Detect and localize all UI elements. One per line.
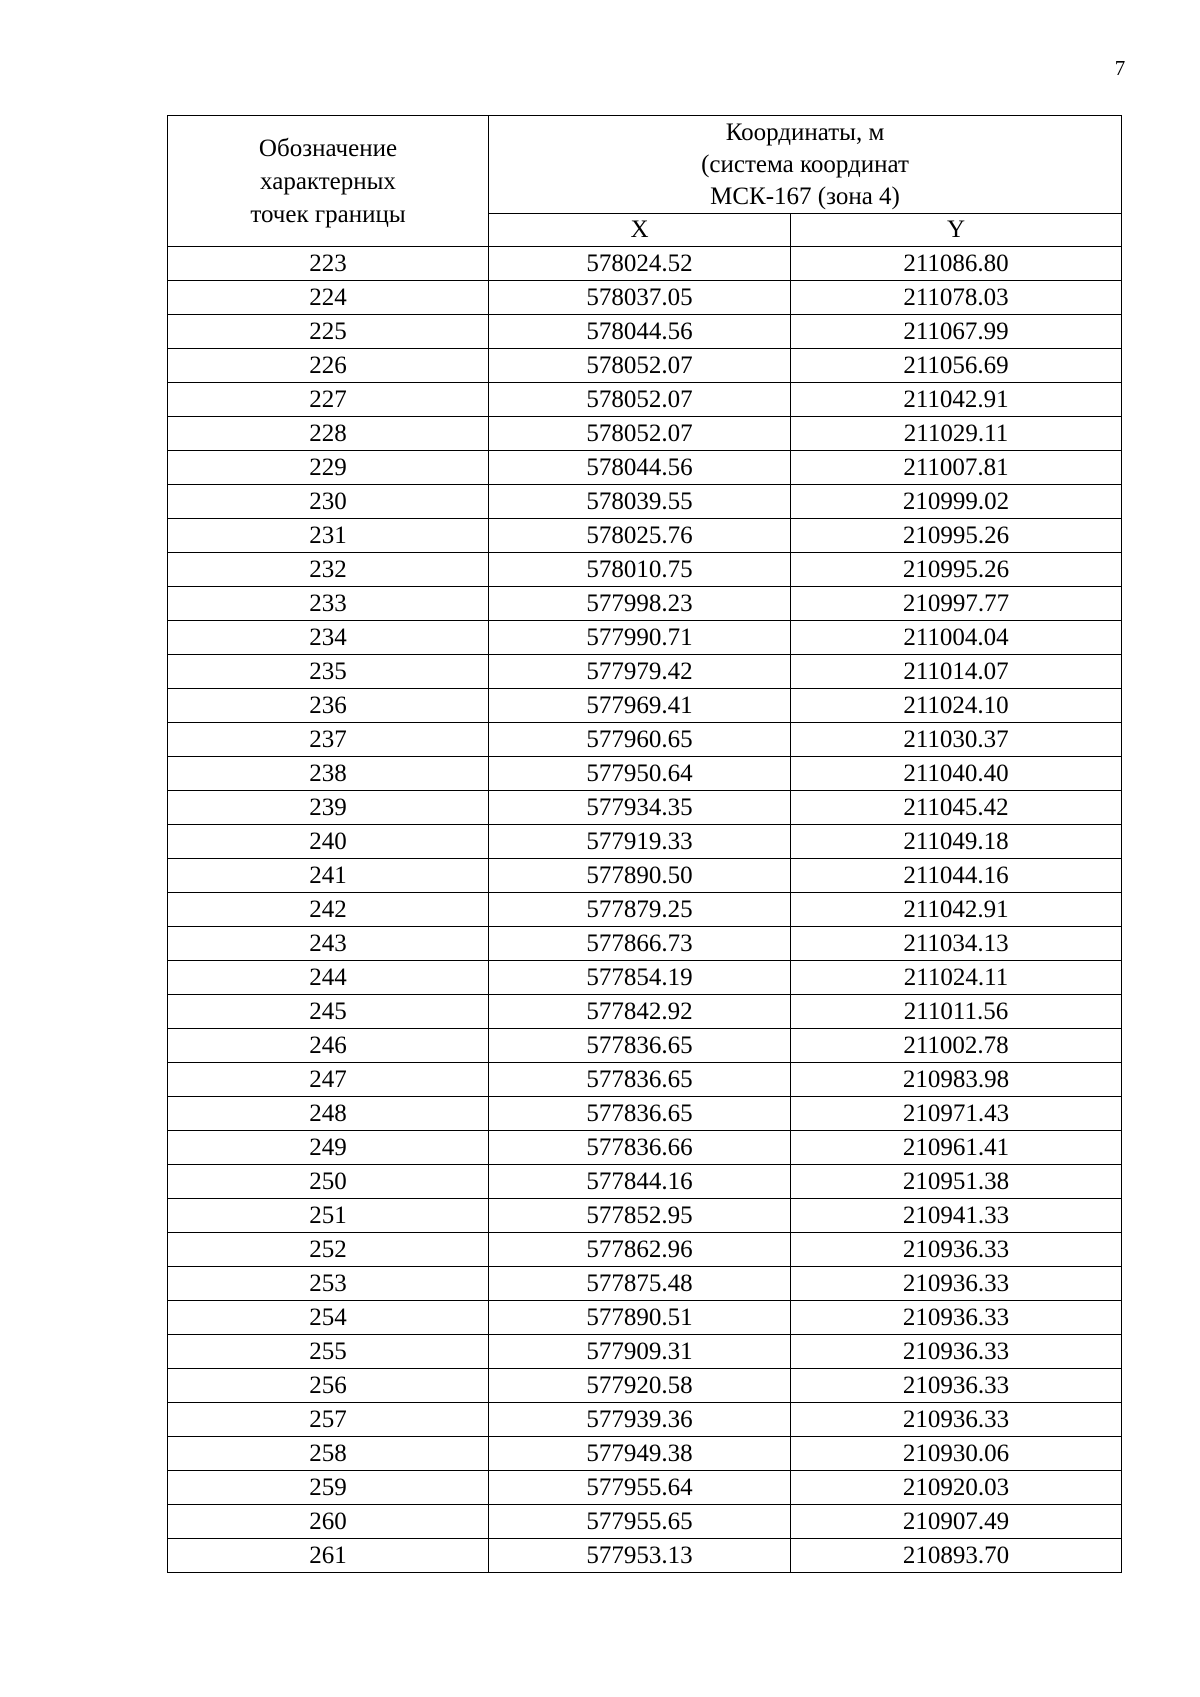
point-number-cell: 254 bbox=[168, 1301, 489, 1335]
table-row bbox=[168, 1403, 1122, 1437]
y-coordinate-cell: 211029.11 bbox=[791, 417, 1122, 451]
point-number-cell: 245 bbox=[168, 995, 489, 1029]
table-row bbox=[168, 1199, 1122, 1233]
table-row bbox=[168, 1267, 1122, 1301]
point-header-line: характерных bbox=[260, 167, 396, 195]
point-number-cell: 253 bbox=[168, 1267, 489, 1301]
table-row bbox=[168, 655, 1122, 689]
point-number-cell: 225 bbox=[168, 315, 489, 349]
coordinates-header-line: (система координат bbox=[701, 150, 909, 178]
table-row bbox=[168, 451, 1122, 485]
table-row bbox=[168, 519, 1122, 553]
table-row bbox=[168, 757, 1122, 791]
page-number: 7 bbox=[1114, 56, 1126, 80]
table-row bbox=[168, 417, 1122, 451]
table-row bbox=[168, 961, 1122, 995]
table-header bbox=[168, 116, 1122, 247]
y-coordinate-cell: 210983.98 bbox=[791, 1063, 1122, 1097]
x-coordinate-cell: 577842.92 bbox=[489, 995, 791, 1029]
point-number-cell: 241 bbox=[168, 859, 489, 893]
y-coordinate-cell: 211024.11 bbox=[791, 961, 1122, 995]
y-coordinate-cell: 211042.91 bbox=[791, 893, 1122, 927]
y-coordinate-cell: 210951.38 bbox=[791, 1165, 1122, 1199]
y-coordinate-cell: 210920.03 bbox=[791, 1471, 1122, 1505]
x-coordinate-cell: 577844.16 bbox=[489, 1165, 791, 1199]
point-number-cell: 230 bbox=[168, 485, 489, 519]
y-coordinate-cell: 210941.33 bbox=[791, 1199, 1122, 1233]
point-number-cell: 247 bbox=[168, 1063, 489, 1097]
point-number-cell: 228 bbox=[168, 417, 489, 451]
x-coordinate-cell: 578044.56 bbox=[489, 451, 791, 485]
point-number-cell: 235 bbox=[168, 655, 489, 689]
table-row bbox=[168, 995, 1122, 1029]
table-row bbox=[168, 1097, 1122, 1131]
table-row bbox=[168, 825, 1122, 859]
table-row bbox=[168, 859, 1122, 893]
point-header-line: Обозначение bbox=[258, 134, 398, 162]
x-coordinate-cell: 577919.33 bbox=[489, 825, 791, 859]
y-coordinate-cell: 211014.07 bbox=[791, 655, 1122, 689]
point-number-cell: 229 bbox=[168, 451, 489, 485]
point-number-cell: 250 bbox=[168, 1165, 489, 1199]
x-coordinate-cell: 577969.41 bbox=[489, 689, 791, 723]
table-body bbox=[168, 247, 1122, 1573]
point-number-cell: 223 bbox=[168, 247, 489, 281]
table-row bbox=[168, 553, 1122, 587]
point-number-cell: 239 bbox=[168, 791, 489, 825]
x-coordinate-cell: 578039.55 bbox=[489, 485, 791, 519]
table-row bbox=[168, 485, 1122, 519]
point-number-cell: 231 bbox=[168, 519, 489, 553]
y-coordinate-cell: 210971.43 bbox=[791, 1097, 1122, 1131]
point-header bbox=[168, 116, 489, 247]
y-coordinate-cell: 210997.77 bbox=[791, 587, 1122, 621]
point-number-cell: 256 bbox=[168, 1369, 489, 1403]
point-number-cell: 226 bbox=[168, 349, 489, 383]
y-coordinate-cell: 211024.10 bbox=[791, 689, 1122, 723]
x-coordinate-cell: 577909.31 bbox=[489, 1335, 791, 1369]
x-coordinate-cell: 577960.65 bbox=[489, 723, 791, 757]
table-row bbox=[168, 281, 1122, 315]
table-row bbox=[168, 689, 1122, 723]
y-coordinate-cell: 211078.03 bbox=[791, 281, 1122, 315]
table-row bbox=[168, 1437, 1122, 1471]
coordinates-table bbox=[167, 115, 1122, 1573]
x-coordinate-cell: 577953.13 bbox=[489, 1539, 791, 1573]
y-coordinate-cell: 211042.91 bbox=[791, 383, 1122, 417]
y-coordinate-cell: 211045.42 bbox=[791, 791, 1122, 825]
point-number-cell: 243 bbox=[168, 927, 489, 961]
table-row bbox=[168, 1165, 1122, 1199]
x-coordinate-cell: 578044.56 bbox=[489, 315, 791, 349]
point-number-cell: 236 bbox=[168, 689, 489, 723]
point-number-cell: 233 bbox=[168, 587, 489, 621]
y-coordinate-cell: 210936.33 bbox=[791, 1369, 1122, 1403]
x-coordinate-cell: 578037.05 bbox=[489, 281, 791, 315]
x-coordinate-cell: 578024.52 bbox=[489, 247, 791, 281]
x-coordinate-cell: 577879.25 bbox=[489, 893, 791, 927]
x-coordinate-cell: 577920.58 bbox=[489, 1369, 791, 1403]
table-row bbox=[168, 1029, 1122, 1063]
table-row bbox=[168, 1505, 1122, 1539]
y-coordinate-cell: 210995.26 bbox=[791, 553, 1122, 587]
x-coordinate-cell: 577955.65 bbox=[489, 1505, 791, 1539]
x-column-header: X bbox=[489, 214, 791, 247]
x-coordinate-cell: 578025.76 bbox=[489, 519, 791, 553]
table-row bbox=[168, 893, 1122, 927]
table-row bbox=[168, 1335, 1122, 1369]
table-row bbox=[168, 315, 1122, 349]
x-coordinate-cell: 578052.07 bbox=[489, 349, 791, 383]
y-coordinate-cell: 210930.06 bbox=[791, 1437, 1122, 1471]
y-coordinate-cell: 211067.99 bbox=[791, 315, 1122, 349]
point-number-cell: 257 bbox=[168, 1403, 489, 1437]
y-coordinate-cell: 210995.26 bbox=[791, 519, 1122, 553]
table-row bbox=[168, 587, 1122, 621]
y-coordinate-cell: 210999.02 bbox=[791, 485, 1122, 519]
x-coordinate-cell: 577866.73 bbox=[489, 927, 791, 961]
y-column-header: Y bbox=[791, 214, 1122, 247]
point-number-cell: 255 bbox=[168, 1335, 489, 1369]
point-number-cell: 240 bbox=[168, 825, 489, 859]
point-number-cell: 249 bbox=[168, 1131, 489, 1165]
table-row bbox=[168, 383, 1122, 417]
point-number-cell: 237 bbox=[168, 723, 489, 757]
point-number-cell: 242 bbox=[168, 893, 489, 927]
y-coordinate-cell: 211056.69 bbox=[791, 349, 1122, 383]
y-coordinate-cell: 211049.18 bbox=[791, 825, 1122, 859]
x-coordinate-cell: 577875.48 bbox=[489, 1267, 791, 1301]
table-row bbox=[168, 1539, 1122, 1573]
point-number-cell: 232 bbox=[168, 553, 489, 587]
y-coordinate-cell: 210936.33 bbox=[791, 1233, 1122, 1267]
coordinates-header-line: МСК-167 (зона 4) bbox=[710, 182, 900, 210]
point-number-cell: 259 bbox=[168, 1471, 489, 1505]
coordinates-header-line: Координаты, м bbox=[725, 118, 885, 146]
point-number-cell: 224 bbox=[168, 281, 489, 315]
table-row bbox=[168, 1233, 1122, 1267]
y-coordinate-cell: 210961.41 bbox=[791, 1131, 1122, 1165]
x-coordinate-cell: 577836.65 bbox=[489, 1029, 791, 1063]
table-row bbox=[168, 349, 1122, 383]
y-coordinate-cell: 211034.13 bbox=[791, 927, 1122, 961]
y-coordinate-cell: 211011.56 bbox=[791, 995, 1122, 1029]
x-coordinate-cell: 577934.35 bbox=[489, 791, 791, 825]
point-number-cell: 244 bbox=[168, 961, 489, 995]
table-row bbox=[168, 791, 1122, 825]
table-row bbox=[168, 1131, 1122, 1165]
point-number-cell: 227 bbox=[168, 383, 489, 417]
y-coordinate-cell: 210936.33 bbox=[791, 1267, 1122, 1301]
x-coordinate-cell: 577862.96 bbox=[489, 1233, 791, 1267]
x-coordinate-cell: 578052.07 bbox=[489, 417, 791, 451]
x-coordinate-cell: 578010.75 bbox=[489, 553, 791, 587]
x-coordinate-cell: 577836.65 bbox=[489, 1063, 791, 1097]
x-coordinate-cell: 577998.23 bbox=[489, 587, 791, 621]
table-row bbox=[168, 247, 1122, 281]
point-number-cell: 238 bbox=[168, 757, 489, 791]
x-coordinate-cell: 577852.95 bbox=[489, 1199, 791, 1233]
y-coordinate-cell: 211040.40 bbox=[791, 757, 1122, 791]
table-row bbox=[168, 1063, 1122, 1097]
table-row bbox=[168, 927, 1122, 961]
x-coordinate-cell: 577955.64 bbox=[489, 1471, 791, 1505]
x-coordinate-cell: 577890.51 bbox=[489, 1301, 791, 1335]
point-number-cell: 261 bbox=[168, 1539, 489, 1573]
point-number-cell: 246 bbox=[168, 1029, 489, 1063]
y-coordinate-cell: 211004.04 bbox=[791, 621, 1122, 655]
coordinates-header bbox=[489, 116, 1122, 214]
x-coordinate-cell: 577949.38 bbox=[489, 1437, 791, 1471]
table-row bbox=[168, 723, 1122, 757]
point-header-line: точек границы bbox=[250, 200, 406, 228]
y-coordinate-cell: 211007.81 bbox=[791, 451, 1122, 485]
x-coordinate-cell: 577979.42 bbox=[489, 655, 791, 689]
point-number-cell: 260 bbox=[168, 1505, 489, 1539]
x-coordinate-cell: 577990.71 bbox=[489, 621, 791, 655]
x-coordinate-cell: 577854.19 bbox=[489, 961, 791, 995]
y-coordinate-cell: 210936.33 bbox=[791, 1301, 1122, 1335]
y-coordinate-cell: 210893.70 bbox=[791, 1539, 1122, 1573]
y-coordinate-cell: 210936.33 bbox=[791, 1335, 1122, 1369]
point-number-cell: 258 bbox=[168, 1437, 489, 1471]
x-coordinate-cell: 577950.64 bbox=[489, 757, 791, 791]
point-number-cell: 252 bbox=[168, 1233, 489, 1267]
x-coordinate-cell: 577836.66 bbox=[489, 1131, 791, 1165]
table-row bbox=[168, 621, 1122, 655]
x-coordinate-cell: 577939.36 bbox=[489, 1403, 791, 1437]
y-coordinate-cell: 211030.37 bbox=[791, 723, 1122, 757]
point-number-cell: 234 bbox=[168, 621, 489, 655]
y-coordinate-cell: 210936.33 bbox=[791, 1403, 1122, 1437]
y-coordinate-cell: 211086.80 bbox=[791, 247, 1122, 281]
table-row bbox=[168, 1369, 1122, 1403]
table-row bbox=[168, 1301, 1122, 1335]
point-number-cell: 251 bbox=[168, 1199, 489, 1233]
table-row bbox=[168, 1471, 1122, 1505]
x-coordinate-cell: 578052.07 bbox=[489, 383, 791, 417]
point-number-cell: 248 bbox=[168, 1097, 489, 1131]
x-coordinate-cell: 577836.65 bbox=[489, 1097, 791, 1131]
y-coordinate-cell: 210907.49 bbox=[791, 1505, 1122, 1539]
x-coordinate-cell: 577890.50 bbox=[489, 859, 791, 893]
y-coordinate-cell: 211002.78 bbox=[791, 1029, 1122, 1063]
y-coordinate-cell: 211044.16 bbox=[791, 859, 1122, 893]
